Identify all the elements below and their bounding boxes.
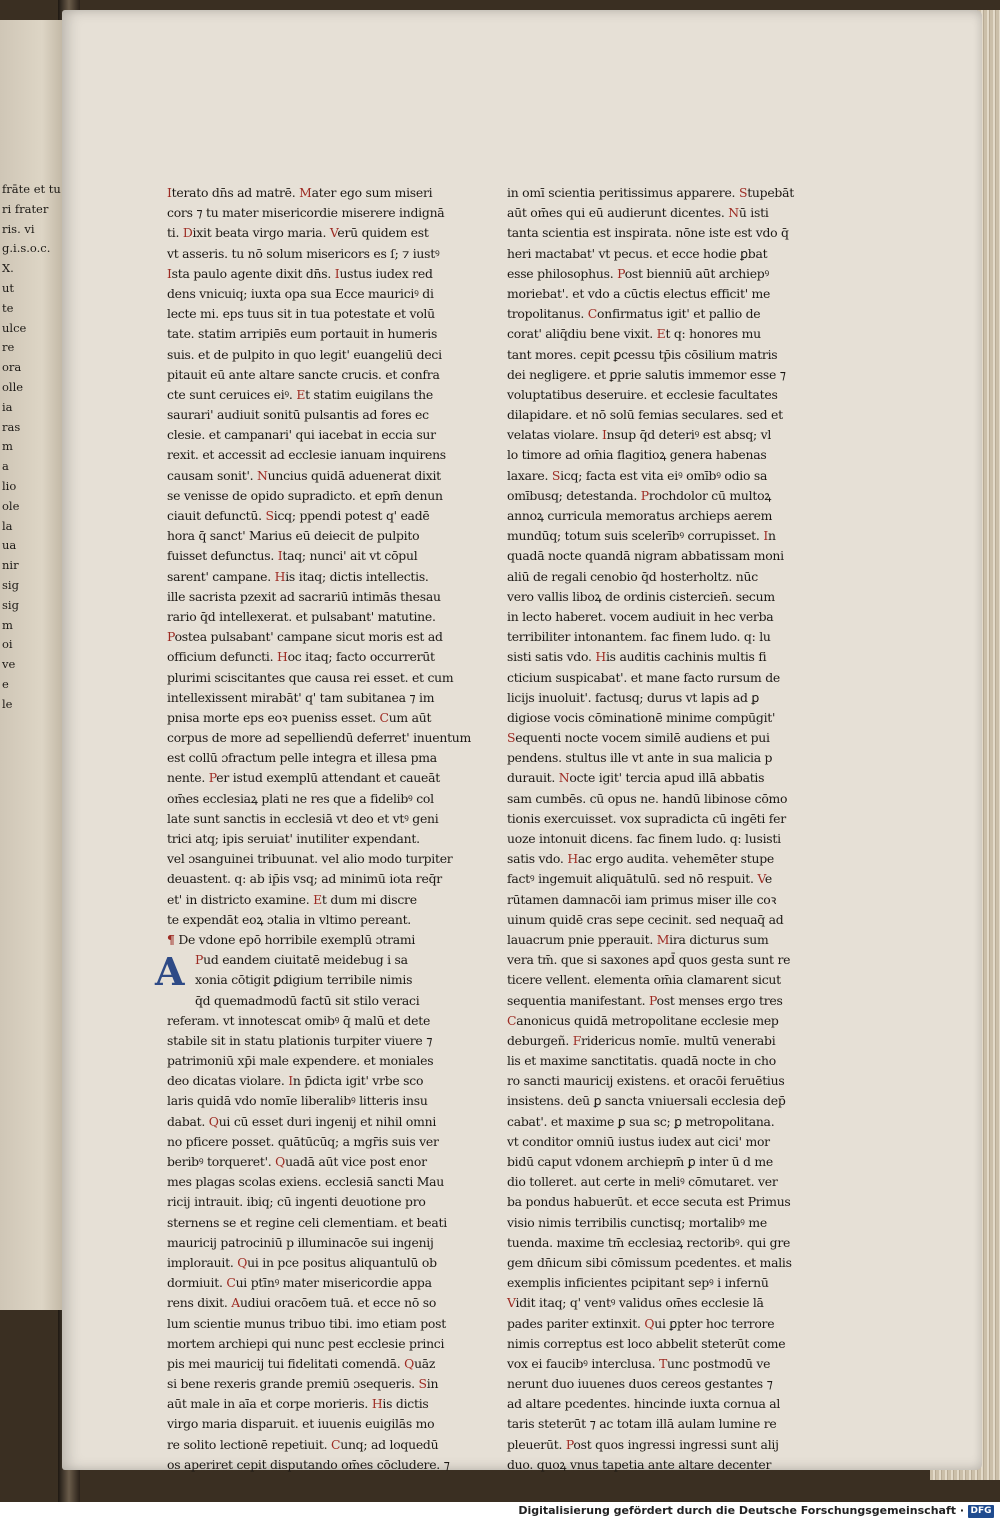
text-line: dens vnicuiq; iuxta opa sua Ecce mauriciꝰ di bbox=[167, 285, 434, 301]
text-line: officium defuncti. Hoc itaq; facto occurrerūt bbox=[167, 649, 435, 665]
left-page-fragment: ve bbox=[2, 657, 16, 672]
left-page-fragment: nir bbox=[2, 558, 19, 573]
line-holder bbox=[167, 1435, 437, 1455]
text-line: vt conditor omniū iustus iudex aut cici' mor bbox=[507, 1133, 770, 1149]
text-line: beribꝰ torqueret'. Quadā aūt vice post enor bbox=[167, 1154, 427, 1169]
section-heading bbox=[167, 930, 437, 950]
text-line: rario q̄d intellexerat. et pulsabant' matutine. bbox=[167, 608, 436, 624]
line-holder bbox=[167, 991, 437, 1011]
text-line: duo. quoꝝ vnus tapetia ante altare decenter bbox=[507, 1456, 772, 1472]
text-line: sam cumbēs. cū opus ne. handū libinose cōmo bbox=[507, 790, 788, 806]
text-line: Sequenti nocte vocem similē audiens et pui bbox=[507, 730, 770, 746]
manuscript-page bbox=[62, 10, 982, 1470]
line-holder bbox=[167, 1293, 437, 1313]
decorated-initial: A bbox=[155, 949, 185, 995]
text-line: dio tolleret. aut certe in meliꝰ cōmutaret. ver bbox=[507, 1174, 778, 1190]
text-line: vel ɔsanguinei tribuunat. vel alio modo turpiter bbox=[167, 851, 453, 867]
text-line: laxare. Sicq; facta est vita eiꝰ omībꝰ odio sa bbox=[507, 467, 768, 483]
text-line: Ista paulo agente dixit dn̄s. Iustus iudex red bbox=[167, 265, 433, 281]
text-line: q̄d quemadmodū factū sit stilo veraci bbox=[195, 992, 420, 1008]
text-line: sequentia manifestant. Post menses ergo tres bbox=[507, 992, 783, 1008]
text-line: tant mores. cepit ꝑcessu tp̄is cōsilium matris bbox=[507, 346, 778, 362]
text-line: ro sancti mauricij existens. et oracōi feruētius bbox=[507, 1073, 785, 1089]
text-line: deuastent. q: ab ip̄is vsq; ad minimū iota req̄r bbox=[167, 871, 442, 887]
text-line: vero vallis liboꝝ de ordinis cistercien̄. secum bbox=[507, 588, 775, 604]
text-line: ricij intrauit. ibiq; cū ingenti deuotione pro bbox=[167, 1194, 426, 1210]
line-holder bbox=[167, 1334, 445, 1354]
text-line: se venisse de opido supradicto. et epm̄ denun bbox=[167, 487, 443, 503]
text-line: mes plagas scolas exiens. ecclesiā sancti Mau bbox=[167, 1174, 445, 1190]
pilcrow-mark: ¶ bbox=[167, 931, 175, 947]
text-line: aūt male in aīa et corpe morieris. His dictis bbox=[167, 1396, 429, 1412]
text-line: hora q̄ sanct' Marius eū deiecit de pulpito bbox=[167, 528, 420, 544]
text-line: Iterato dn̄s ad matrē. Mater ego sum miseri bbox=[167, 185, 433, 200]
line-holder bbox=[167, 1132, 437, 1152]
text-line: virgo maria disparuit. et iuuenis euigilās mo bbox=[167, 1416, 435, 1432]
text-line: corpus de more ad sepelliendū deferret' inuentum bbox=[167, 730, 472, 746]
text-line: Postea pulsabant' campane sicut moris est ad bbox=[167, 629, 443, 645]
left-page-fragment: g.i.s.o.c. bbox=[2, 241, 51, 256]
left-page-fragment: lio bbox=[2, 479, 17, 493]
text-line: nente. Per istud exemplū attendant et caueāt bbox=[167, 770, 440, 786]
text-line: vox ei faucibꝰ interclusa. Tunc postmodū ve bbox=[507, 1355, 771, 1371]
text-line: tionis exercuisset. vox supradicta cū ingēti fer bbox=[507, 810, 786, 826]
left-page-fragment: te bbox=[2, 300, 14, 315]
text-line: deburgeñ. Fridericus nomīe. multū venerabi bbox=[507, 1032, 776, 1048]
text-line: ille sacrista pzexit ad sacrariū intimās thesau bbox=[167, 588, 441, 604]
text-line: uinum quidē cras sepe cecinit. sed nequaq̄ ad bbox=[507, 911, 784, 927]
line-holder bbox=[167, 1011, 437, 1031]
text-line: sarent' campane. His itaq; dictis intellectis. bbox=[167, 568, 429, 584]
text-line: vt asseris. tu nō solum misericors es ſ; ⁊ iustꝰ bbox=[167, 245, 440, 261]
left-page-fragment: ulce bbox=[2, 320, 27, 335]
line-holder bbox=[167, 1233, 437, 1253]
text-line: est collū ɔfractum pelle integra et illesa pma bbox=[167, 750, 437, 766]
line-holder bbox=[167, 950, 437, 970]
left-page-fragment: m bbox=[2, 617, 13, 632]
text-line: fuisset defunctus. Itaq; nunci' ait vt cōpul bbox=[167, 548, 418, 564]
dfg-logo: DFG bbox=[968, 1505, 994, 1518]
text-line: esse philosophus. Post bienniū aūt archiepꝰ bbox=[507, 265, 769, 281]
left-page-fragment: sig bbox=[2, 597, 19, 612]
left-page-edge bbox=[0, 20, 70, 1310]
text-line: cticium suspicabat'. et mane facto rursum de bbox=[507, 669, 780, 685]
line-holder bbox=[167, 1031, 437, 1051]
text-line: in lecto haberet. vocem audiuit in hec verba bbox=[507, 608, 774, 624]
text-line: ba pondus habuerūt. et ecce secuta est Primus bbox=[507, 1194, 791, 1210]
line-holder bbox=[167, 1071, 437, 1091]
left-page-fragment: oi bbox=[2, 637, 13, 652]
text-line: laris quidā vdo nomīe liberalibꝰ litteris insu bbox=[167, 1093, 428, 1109]
text-line: referam. vt innotescat omibꝰ q̄ malū et dete bbox=[167, 1012, 431, 1028]
left-page-fragment: re bbox=[2, 340, 15, 355]
text-line: xonia cōtigit ꝑdigium terribile nimis bbox=[195, 972, 413, 988]
text-line: pitauit eū ante altare sancte crucis. et confra bbox=[167, 366, 440, 382]
line-holder bbox=[167, 1354, 437, 1374]
text-line: lum scientie munus tribuo tibi. imo etiam post bbox=[167, 1315, 446, 1331]
text-line: cabat'. et maxime ꝑ sua sc; ꝑ metropolitana. bbox=[507, 1113, 775, 1129]
left-page-fragment: ia bbox=[2, 399, 13, 414]
text-line: omībusq; detestanda. Prochdolor cū multoꝝ bbox=[507, 487, 772, 503]
line-holder bbox=[167, 970, 437, 990]
text-line: factꝰ ingemuit aliquātulū. sed nō respuit. Ve bbox=[507, 871, 772, 887]
text-line: visio nimis terribilis cunctisq; mortalibꝰ me bbox=[507, 1214, 767, 1230]
text-line: velatas violare. Insup q̄d deteriꝰ est absq; vl bbox=[507, 427, 772, 443]
text-line: lo timore ad om̄ia flagitioꝝ genera habenas bbox=[507, 447, 767, 463]
text-line: lecte mi. eps tuus sit in tua potestate et volū bbox=[167, 306, 435, 322]
text-line: saurari' audiuit sonitū pulsantis ad fores ec bbox=[167, 407, 429, 423]
text-line: trici atq; ipis seruiat' inutiliter expendant. bbox=[167, 831, 420, 846]
text-line: insistens. deū ꝑ sancta vniuersali ecclesia dep̄ bbox=[507, 1093, 786, 1109]
text-line: dormiuit. Cui ptīnꝰ mater misericordie appa bbox=[167, 1275, 432, 1291]
text-line: corat' aliq̄diu bene vixit. Et q: honores mu bbox=[507, 326, 761, 342]
text-line: rens dixit. Audiui oracōem tuā. et ecce nō so bbox=[167, 1295, 437, 1311]
left-page-fragment: ora bbox=[2, 360, 22, 375]
text-line: dilapidare. et nō solū femias seculares. sed et bbox=[507, 407, 783, 423]
text-line: dabat. Qui cū esset duri ingenij et nihil omni bbox=[167, 1113, 437, 1129]
line-holder bbox=[167, 1273, 437, 1293]
text-line: nerunt duo iuuenes duos cereos gestantes ⁊ bbox=[507, 1376, 773, 1392]
text-line: ciauit defunctū. Sicq; ppendi potest q' eadē bbox=[167, 508, 430, 523]
text-line: late sunt sanctis in ecclesiā vt deo et vtꝰ geni bbox=[167, 810, 439, 826]
text-line: ad altare pcedentes. hincinde iuxta cornua al bbox=[507, 1396, 781, 1412]
text-line: si bene rexeris grande premiū ɔsequeris. Sin bbox=[167, 1376, 439, 1392]
text-line: sternens se et regine celi clementiam. et beati bbox=[167, 1214, 447, 1230]
line-holder bbox=[167, 1192, 437, 1212]
text-line: suis. et de pulpito in quo legit' euangeliū deci bbox=[167, 346, 442, 362]
text-line: pendens. stultus ille vt ante in sua malicia p bbox=[507, 750, 773, 766]
text-line: implorauit. Qui in pce positus aliquantulū ob bbox=[167, 1254, 437, 1270]
line-holder bbox=[167, 1253, 437, 1273]
text-line: no pficere posset. quātūcūq; a mgr̄is suis ver bbox=[167, 1133, 439, 1149]
text-line: tate. statim arripiēs eum portauit in humeris bbox=[167, 326, 438, 342]
text-line: rūtamen damnacōi iam primus miser ille coꝛ bbox=[507, 891, 777, 907]
text-line: nimis correptus est loco abbelit steterūt come bbox=[507, 1335, 786, 1351]
left-page-fragment: ris. vi bbox=[2, 221, 35, 236]
text-line: Canonicus quidā metropolitane ecclesie mep bbox=[507, 1012, 779, 1028]
line-holder bbox=[167, 1394, 437, 1414]
text-line: gem dn̄icum sibi cōmissum pcedentes. et malis bbox=[507, 1254, 792, 1270]
text-column-left bbox=[155, 183, 472, 1475]
text-line: et' in districto examine. Et dum mi̇ discre bbox=[167, 891, 417, 907]
line-holder bbox=[167, 1314, 446, 1334]
text-line: tropolitanus. Confirmatus igit' et pallio de bbox=[507, 306, 761, 322]
text-line: Vidit itaq; q' ventꝰ validus om̄es ecclesie lā bbox=[507, 1295, 764, 1311]
text-line: ticere vellent. elementa om̄ia clamarent sicut bbox=[507, 972, 781, 988]
left-page-fragment: ua bbox=[2, 538, 17, 553]
left-page-fragment: frāte et tu bbox=[2, 182, 61, 196]
text-line: clesie. et campanari' qui iacebat in eccia sur bbox=[167, 427, 436, 443]
left-page-fragment: X. bbox=[2, 261, 14, 276]
text-line: pnisa morte eps eoꝛ pueniss esset. Cum aūt bbox=[167, 709, 432, 725]
text-line: te expendāt eoꝝ ɔtalia in vltimo pereant. bbox=[167, 911, 411, 927]
line-holder bbox=[167, 1213, 447, 1233]
text-line: pis mei mauricij tui fidelitati comendā. Quāz bbox=[167, 1355, 436, 1371]
text-line: pleuerūt. Post quos ingressi ingressi sunt alij bbox=[507, 1436, 779, 1452]
text-line: sisti satis vdo. His auditis cachinis multis fi bbox=[507, 649, 767, 665]
text-line: terribiliter intonantem. fac finem ludo. q: lu bbox=[507, 629, 771, 645]
text-line: exemplis inficientes pcipitant sepꝰ i infernū bbox=[507, 1275, 769, 1291]
text-line: mundūq; totum suis scelerībꝰ corrupisset. In bbox=[507, 528, 776, 544]
text-line: deo dicatas violare. In p̄dicta igit' vrbe sco bbox=[167, 1073, 424, 1089]
footer-bar bbox=[0, 1502, 1000, 1521]
left-page-fragment: ole bbox=[2, 498, 20, 513]
text-line: lis et maxime sanctitatis. quadā nocte in cho bbox=[507, 1053, 776, 1069]
text-line: aūt om̄es qui eū audierunt dicentes. Nū isti bbox=[507, 205, 769, 221]
text-line: plurimi sciscitantes que causa rei esset. et cum bbox=[167, 669, 454, 685]
text-line: licijs inuoluit'. factusq; durus vt lapis ad ꝑ bbox=[507, 689, 759, 705]
text-line: re solito lectionē repetiuit. Cunq; ad loquedū bbox=[167, 1436, 439, 1452]
text-line: bidū caput vdonem archiepm̄ ꝑ inter ū d me bbox=[507, 1154, 773, 1169]
text-line: digiose vocis cōminationē minime compūgit' bbox=[507, 709, 776, 725]
text-line: ti. Dixit beata virgo maria. Verū quidem est bbox=[167, 225, 429, 241]
text-line: tuenda. maxime tm̄ ecclesiaꝝ rectoribꝰ. qui gre bbox=[507, 1234, 791, 1250]
text-line: Pud eandem ciuitatē meidebug i sa bbox=[195, 952, 408, 968]
text-line: rexit. et accessit ad ecclesie ianuam inquirens bbox=[167, 447, 446, 463]
text-line: intellexissent mirabāt' q' tam subitanea ⁊ im bbox=[167, 689, 435, 705]
text-line: moriebat'. et vdo a cūctis electus efficit' me bbox=[507, 285, 771, 301]
line-holder bbox=[167, 1414, 437, 1434]
left-page-fragment: ras bbox=[2, 419, 21, 434]
text-line: satis vdo. Hac ergo audita. vehemēter stupe bbox=[507, 851, 774, 867]
left-page-fragment: a bbox=[2, 459, 9, 474]
left-page-fragment: e bbox=[2, 677, 9, 691]
text-line: vera tm̄. que si saxones apd̄ quos gesta sunt re bbox=[507, 952, 791, 968]
text-line: lauacrum pnie pperauit. Mira dicturus sum bbox=[507, 931, 769, 947]
text-line: quadā nocte quandā nigram abbatissam moni bbox=[507, 548, 784, 564]
text-line: uoze intonuit dicens. fac finem ludo. q: lusisti bbox=[507, 831, 781, 846]
text-line: annoꝝ curricula memoratus archieps aerem bbox=[507, 508, 773, 523]
text-line: mauricij patrociniū p illuminacōe sui ingenij bbox=[167, 1234, 434, 1250]
text-line: causam sonit'. Nuncius quidā aduenerat dixit bbox=[167, 467, 441, 483]
left-page-fragment: la bbox=[2, 518, 13, 533]
text-line: pades pariter extinxit. Qui ꝑpter hoc terrore bbox=[507, 1315, 775, 1331]
text-line: dei negligere. et ꝑprie salutis immemor esse ⁊ bbox=[507, 366, 786, 382]
text-line: heri mactabat' vt pecus. et ecce hodie ꝑbat bbox=[507, 245, 768, 261]
footer-credit: Digitalisierung gefördert durch die Deutsche Forschungsgemeinschaft · bbox=[518, 1504, 964, 1517]
text-line: os aperiret cepit disputando om̄es cōcludere. ⁊ bbox=[167, 1456, 450, 1472]
heading-text: De vdone epō horribile exemplū ɔtrami bbox=[174, 931, 416, 947]
initial-paragraph bbox=[155, 949, 450, 1475]
text-line: aliū de regali cenobio q̄d hosterholtz. nūc bbox=[507, 568, 758, 584]
text-line: mortem archiepi qui nunc pest ecclesie princi bbox=[167, 1335, 445, 1351]
left-page-fragment: ri frater bbox=[2, 201, 49, 216]
text-line: taris steterūt ⁊ ac totam illā aulam lumine re bbox=[507, 1416, 777, 1432]
text-line: voluptatibus deseruire. et ecclesie facultates bbox=[507, 386, 778, 402]
line-holder bbox=[167, 1455, 450, 1475]
text-line: in omī scientia peritissimus apparere. Stupebāt bbox=[507, 185, 794, 200]
line-holder bbox=[167, 1112, 437, 1132]
text-line: cte sunt ceruices eiꝰ. Et statim euigilans the bbox=[167, 386, 433, 402]
left-page-fragment: olle bbox=[2, 380, 24, 394]
line-holder bbox=[167, 1172, 445, 1192]
left-page-fragment: m bbox=[2, 439, 13, 454]
text-line: patrimoniū xp̄i male expendere. et moniales bbox=[167, 1053, 434, 1069]
text-line: om̄es ecclesiaꝝ plati ne res que a fidelibꝰ col bbox=[167, 790, 434, 806]
text-line: tanta scientia est inspirata. nōne iste est vdo q̄ bbox=[507, 225, 789, 241]
line-holder bbox=[167, 1091, 437, 1111]
line-holder bbox=[167, 1152, 437, 1172]
text-line: cors ⁊ tu mater misericordie miserere indignā bbox=[167, 205, 445, 221]
line-holder bbox=[167, 1051, 437, 1071]
text-line: durauit. Nocte igit' tercia apud illā abbatis bbox=[507, 770, 765, 786]
left-page-fragment: ut bbox=[2, 281, 15, 295]
left-page-fragment: sig bbox=[2, 578, 19, 592]
left-page-fragment: le bbox=[2, 696, 13, 711]
text-column-right bbox=[507, 183, 794, 1475]
line-holder bbox=[167, 1374, 437, 1394]
text-line: stabile sit in statu plationis turpiter viuere ⁊ bbox=[167, 1032, 433, 1048]
